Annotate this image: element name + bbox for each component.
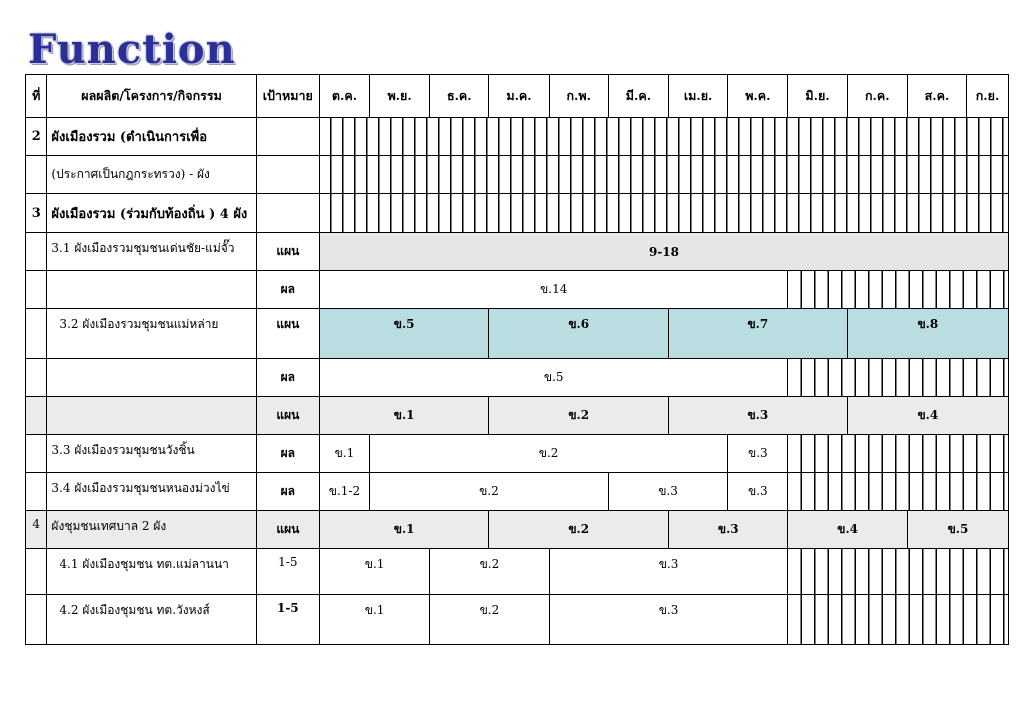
table-row xyxy=(26,511,1009,549)
week-grid xyxy=(788,549,1009,595)
row-item: 3.2 ผังเมืองรวมชุมชนแม่หล่าย xyxy=(47,309,256,359)
row-target: ผล xyxy=(256,473,319,511)
row-target: ผล xyxy=(256,271,319,309)
plan-bar: ข.2 xyxy=(489,511,669,549)
table-row xyxy=(26,359,1009,397)
plan-bar: ข.4 xyxy=(788,511,907,549)
plan-bar: ข.4 xyxy=(847,397,1008,435)
col-month: ต.ค. xyxy=(319,75,369,118)
table-row xyxy=(26,156,1009,194)
row-no: 4 xyxy=(26,511,47,549)
col-target: เป้าหมาย xyxy=(256,75,319,118)
row-target: แผน xyxy=(256,233,319,271)
schedule-table xyxy=(25,74,1009,645)
week-grid xyxy=(319,118,1008,156)
col-month: มิ.ย. xyxy=(788,75,847,118)
col-month: พ.ย. xyxy=(369,75,429,118)
plan-bar: ข.1 xyxy=(319,397,488,435)
plan-bar: ข.2 xyxy=(489,397,669,435)
row-target: แผน xyxy=(256,309,319,359)
week-grid xyxy=(788,359,1009,397)
plan-bar: ข.5 xyxy=(907,511,1008,549)
table-row xyxy=(26,233,1009,271)
result-bar: ข.1 xyxy=(319,435,369,473)
col-month: ส.ค. xyxy=(907,75,966,118)
week-grid xyxy=(788,473,1009,511)
table-row xyxy=(26,271,1009,309)
row-item: ผังเมืองรวม (ดำเนินการเพื่อ xyxy=(47,118,256,156)
col-item: ผลผลิต/โครงการ/กิจกรรม xyxy=(47,75,256,118)
plan-bar: ข.6 xyxy=(489,309,669,359)
col-month: ม.ค. xyxy=(489,75,549,118)
result-bar: ข.5 xyxy=(319,359,788,397)
result-bar: ข.1 xyxy=(319,549,429,595)
result-bar: ข.3 xyxy=(728,435,788,473)
table-row xyxy=(26,194,1009,233)
row-target: ผล xyxy=(256,435,319,473)
result-bar: ข.1-2 xyxy=(319,473,369,511)
result-bar: ข.3 xyxy=(549,549,788,595)
week-grid xyxy=(319,194,1008,233)
result-bar: ข.3 xyxy=(549,595,788,645)
row-target: 1-5 xyxy=(256,549,319,595)
plan-bar: 9-18 xyxy=(319,233,1008,271)
col-month: ก.พ. xyxy=(549,75,608,118)
result-bar: ข.3 xyxy=(608,473,727,511)
result-bar: ข.2 xyxy=(430,595,549,645)
table-row xyxy=(26,397,1009,435)
table-row xyxy=(26,595,1009,645)
col-month: ธ.ค. xyxy=(430,75,489,118)
col-month: เม.ย. xyxy=(669,75,728,118)
col-month: พ.ค. xyxy=(728,75,788,118)
result-bar: ข.1 xyxy=(319,595,429,645)
result-bar: ข.14 xyxy=(319,271,788,309)
result-bar: ข.2 xyxy=(369,435,727,473)
row-target: แผน xyxy=(256,397,319,435)
table-row xyxy=(26,549,1009,595)
plan-bar: ข.3 xyxy=(669,511,788,549)
plan-bar: ข.7 xyxy=(669,309,848,359)
result-bar: ข.2 xyxy=(369,473,608,511)
row-no: 2 xyxy=(26,118,47,156)
page-title: Function xyxy=(28,26,236,73)
row-item: 3.4 ผังเมืองรวมชุมชนหนองม่วงไข่ xyxy=(47,473,256,511)
result-bar: ข.2 xyxy=(430,549,549,595)
row-item: (ประกาศเป็นกฎกระทรวง) - ผัง xyxy=(47,156,256,194)
col-no: ที่ xyxy=(26,75,47,118)
col-month: ก.ย. xyxy=(967,75,1009,118)
table-row xyxy=(26,435,1009,473)
row-target: 1-5 xyxy=(256,595,319,645)
week-grid xyxy=(788,271,1009,309)
row-item: 4.1 ผังเมืองชุมชน ทต.แม่ลานนา xyxy=(47,549,256,595)
col-month: ก.ค. xyxy=(847,75,907,118)
row-item: ผังชุมชนเทศบาล 2 ผัง xyxy=(47,511,256,549)
table-row xyxy=(26,309,1009,359)
plan-bar: ข.3 xyxy=(669,397,848,435)
plan-bar: ข.1 xyxy=(319,511,488,549)
row-item: 3.1 ผังเมืองรวมชุมชนเด่นชัย-แม่จั๊ว xyxy=(47,233,256,271)
table-row xyxy=(26,473,1009,511)
result-bar: ข.3 xyxy=(728,473,788,511)
plan-bar: ข.8 xyxy=(847,309,1008,359)
row-target: ผล xyxy=(256,359,319,397)
header-row xyxy=(26,75,1009,118)
week-grid xyxy=(319,156,1008,194)
week-grid xyxy=(788,435,1009,473)
row-item: 4.2 ผังเมืองชุมชน ทต.วังหงส์ xyxy=(47,595,256,645)
row-target: แผน xyxy=(256,511,319,549)
table-row xyxy=(26,118,1009,156)
col-month: มี.ค. xyxy=(608,75,668,118)
week-grid xyxy=(788,595,1009,645)
row-no: 3 xyxy=(26,194,47,233)
plan-bar: ข.5 xyxy=(319,309,488,359)
row-item: 3.3 ผังเมืองรวมชุมชนวังชิ้น xyxy=(47,435,256,473)
row-item: ผังเมืองรวม (ร่วมกับท้องถิ่น ) 4 ผัง xyxy=(47,194,256,233)
